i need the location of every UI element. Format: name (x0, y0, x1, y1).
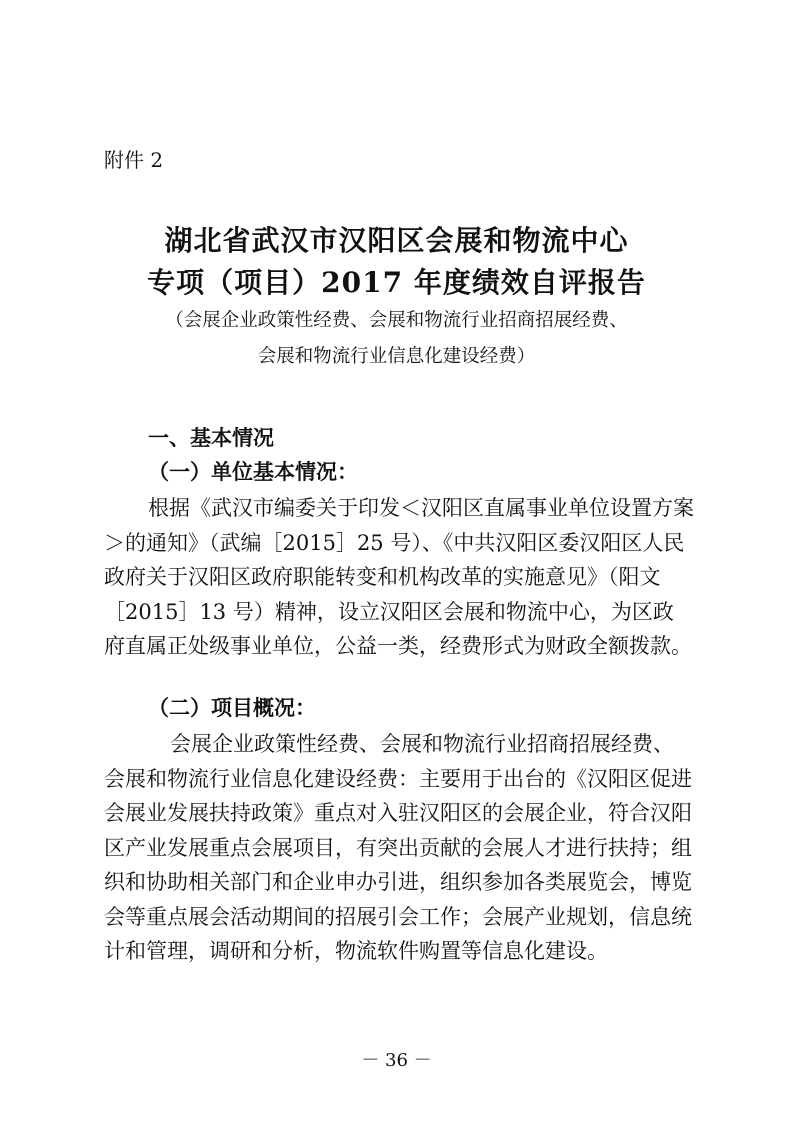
report-title-line2: 专项（项目）2017 年度绩效自评报告 (147, 266, 646, 299)
report-subtitle-line1: （会展企业政策性经费、会展和物流行业招商招展经费、 (165, 310, 628, 331)
section-heading-basic-info: 一、基本情况 (148, 425, 274, 450)
report-title-line1: 湖北省武汉市汉阳区会展和物流中心 (164, 224, 629, 257)
attachment-label: 附件 2 (104, 148, 164, 172)
subsection-heading-unit-info: （一）单位基本情况： (148, 459, 358, 484)
paragraph-project-overview: 会展企业政策性经费、会展和物流行业招商招展经费、会展和物流行业信息化建设经费：主要用于出台的《汉阳区促进会展业发展扶持政策》重点对入驻汉阳区的会展企业，符合汉阳区产业发展重点会展项目，有突出贡献的会展人才进行扶持；组织和协助相关部门和企业申办引进，组织参加各类展览会，博览会等重点展会活动期间的招展引会工作；会展产业规划，信息统计和管理，调研和分析，物流软件购置等信息化建设。 (104, 732, 692, 963)
page-number: － 36 － (361, 1050, 432, 1071)
report-subtitle-line2: 会展和物流行业信息化建设经费） (257, 346, 536, 367)
paragraph-unit-info: 根据《武汉市编委关于印发＜汉阳区直属事业单位设置方案＞的通知》（武编［2015］25 号）、《中共汉阳区委汉阳区人民政府关于汉阳区政府职能转变和机构改革的实施意见》（阳文［2015］13 号）精神，设立汉阳区会展和物流中心，为区政府直属正处级事业单位，公益一类，经费形式为财政全额拨款。 (104, 496, 694, 658)
subsection-heading-project-overview: （二）项目概况： (148, 695, 316, 720)
